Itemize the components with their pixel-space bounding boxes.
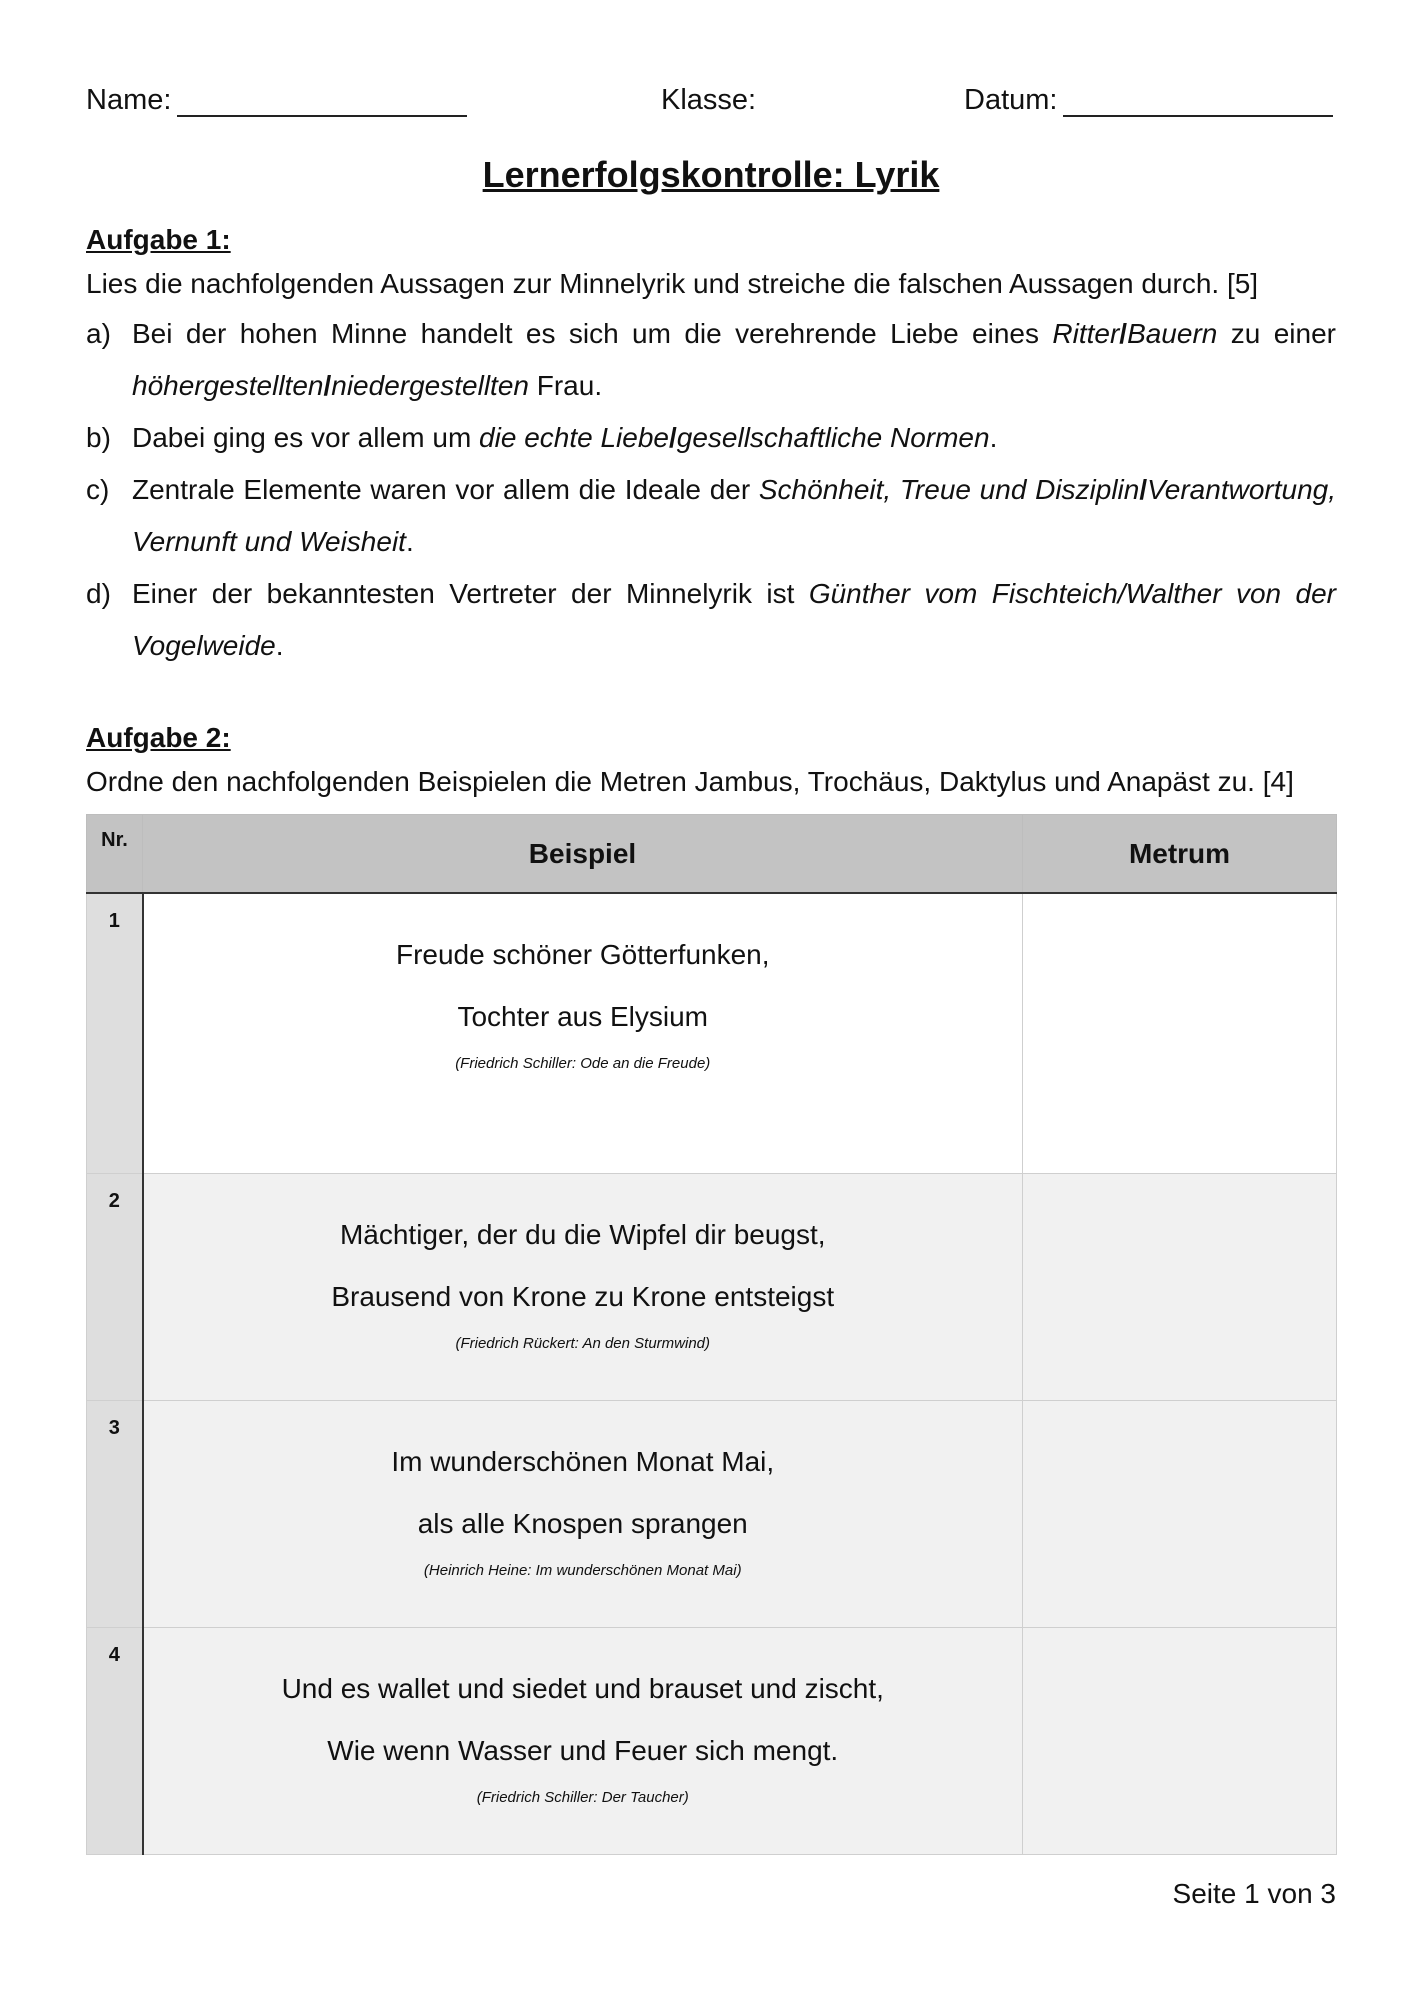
row-number: 2 — [87, 1173, 143, 1400]
statement-c — [86, 464, 1336, 568]
table-row — [87, 1627, 1337, 1854]
table-row — [87, 893, 1337, 1173]
worksheet-page — [86, 78, 1336, 1855]
class-label: Klasse: — [661, 84, 757, 116]
option-text[interactable]: Ritter — [1052, 318, 1120, 349]
verse-source: (Friedrich Rückert: An den Sturmwind) — [455, 1334, 711, 1352]
row-number: 3 — [87, 1400, 143, 1627]
example-cell — [143, 1627, 1023, 1854]
statement-b — [86, 412, 1336, 464]
option-text[interactable]: gesellschaftliche Normen — [676, 422, 990, 453]
example-cell — [143, 1400, 1023, 1627]
table-row — [87, 1173, 1337, 1400]
text: Bei der hohen Minne handelt es sich um die verehrende Liebe eines — [132, 318, 1053, 349]
option-text[interactable]: Bauern — [1127, 318, 1218, 349]
name-blank[interactable] — [177, 87, 467, 117]
verse-source: (Heinrich Heine: Im wunderschönen Monat Mai) — [423, 1561, 742, 1579]
verse-source: (Friedrich Schiller: Der Taucher) — [476, 1788, 689, 1806]
example-cell — [143, 893, 1023, 1173]
statement-label: d) — [86, 578, 111, 609]
meter-answer-cell[interactable] — [1023, 1173, 1337, 1400]
text: Einer der bekanntesten Vertreter der Minnelyrik ist — [132, 578, 809, 609]
verse-line-1: Im wunderschönen Monat Mai, — [391, 1445, 775, 1477]
option-text[interactable]: Schönheit, Treue und Disziplin — [758, 474, 1140, 505]
task2-intro: Ordne den nachfolgenden Beispielen die Metren Jambus, Trochäus, Daktylus und Anapäst zu. [4] — [86, 766, 1294, 797]
verse-line-1: Mächtiger, der du die Wipfel dir beugst, — [339, 1218, 826, 1250]
statement-label: c) — [86, 474, 110, 505]
slash: / — [1139, 474, 1148, 505]
slash: / — [1119, 318, 1128, 349]
statement-text — [132, 464, 1336, 568]
text: Dabei ging es vor allem um — [132, 422, 480, 453]
example-cell — [143, 1173, 1023, 1400]
spacer — [86, 672, 1336, 722]
text: Frau. — [528, 370, 603, 401]
verse-line-2: Tochter aus Elysium — [457, 1001, 709, 1032]
statement-text — [132, 568, 1336, 672]
table-row — [87, 1400, 1337, 1627]
text: . — [989, 422, 998, 453]
option-text[interactable]: höhergestellten — [132, 370, 324, 401]
name-field — [86, 84, 467, 117]
verse-source: (Friedrich Schiller: Ode an die Freude) — [455, 1055, 711, 1072]
page-number: Seite 1 von 3 — [1172, 1878, 1336, 1909]
statement-label: a) — [86, 318, 111, 349]
text: Zentrale Elemente waren vor allem die Ideale der — [132, 474, 759, 505]
slash: / — [323, 370, 332, 401]
date-field — [964, 84, 1333, 117]
text: . — [275, 630, 284, 661]
option-text[interactable]: Verantwortung, Vernunft und Weisheit — [132, 474, 1336, 557]
statement-text — [132, 308, 1336, 412]
task1-intro: Lies die nachfolgenden Aussagen zur Minnelyrik und streiche die falschen Aussagen durch. [5] — [86, 268, 1259, 299]
date-blank[interactable] — [1063, 87, 1333, 117]
option-text[interactable]: die echte Liebe — [479, 422, 669, 453]
date-label: Datum: — [964, 84, 1058, 116]
column-header-nr: Nr. — [87, 815, 143, 894]
statement-a — [86, 308, 1336, 412]
statement-d — [86, 568, 1336, 672]
text: . — [405, 526, 414, 557]
slash: / — [668, 422, 677, 453]
row-number: 4 — [87, 1627, 143, 1854]
option-text[interactable]: niedergestellten — [331, 370, 529, 401]
statement-text — [132, 412, 1336, 464]
column-header-meter: Metrum — [1023, 815, 1337, 894]
table-header-row — [87, 815, 1337, 894]
column-header-example: Beispiel — [143, 815, 1023, 894]
statement-label: b) — [86, 422, 111, 453]
text: zu einer — [1217, 318, 1336, 349]
task1-heading: Aufgabe 1: — [86, 224, 231, 255]
meter-answer-cell[interactable] — [1023, 1627, 1337, 1854]
row-number: 1 — [87, 893, 143, 1173]
name-label: Name: — [86, 84, 172, 116]
task2-heading: Aufgabe 2: — [86, 722, 231, 753]
header-row — [86, 78, 1336, 124]
page-title: Lernerfolgskontrolle: Lyrik — [482, 154, 940, 195]
meter-answer-cell[interactable] — [1023, 1400, 1337, 1627]
meter-answer-cell[interactable] — [1023, 893, 1337, 1173]
verse-line-2: Wie wenn Wasser und Feuer sich mengt. — [327, 1734, 839, 1766]
meter-table — [86, 814, 1337, 1855]
verse-line-2: Brausend von Krone zu Krone entsteigst — [331, 1280, 835, 1312]
verse-line-2: als alle Knospen sprangen — [417, 1507, 748, 1539]
verse-line-1: Und es wallet und siedet und brauset und zischt, — [281, 1672, 884, 1704]
option-text[interactable]: Günther vom Fischteich/Walther von der Vogelweide — [132, 578, 1336, 661]
verse-line-1: Freude schöner Götterfunken, — [395, 939, 770, 970]
